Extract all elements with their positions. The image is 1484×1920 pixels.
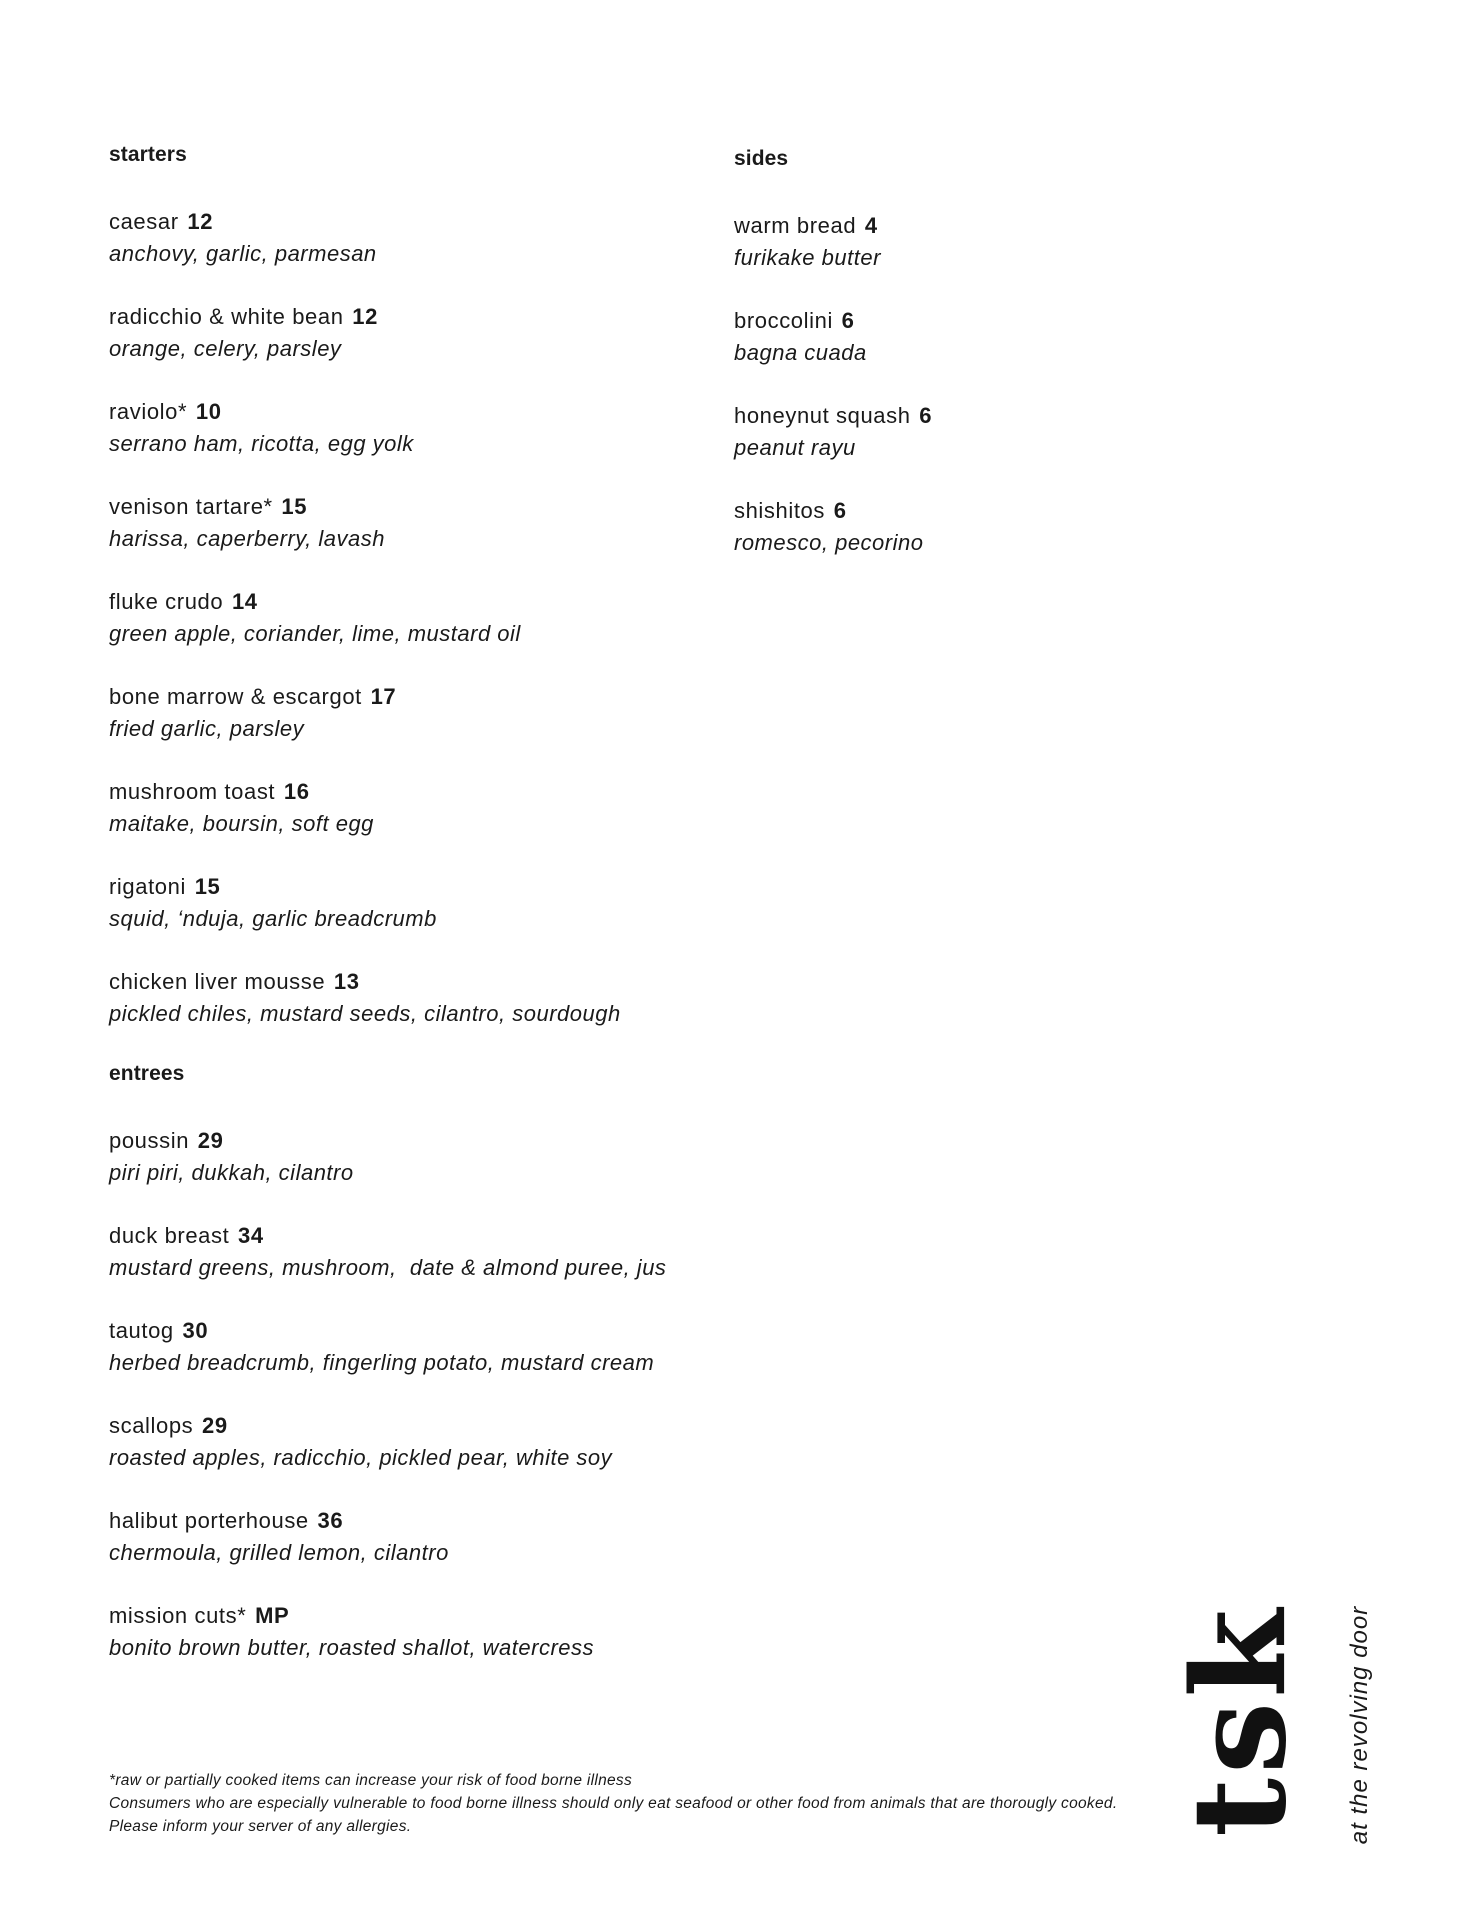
item-name: mushroom toast: [109, 779, 276, 804]
item-description: herbed breadcrumb, fingerling potato, mustard cream: [109, 1350, 655, 1375]
footnote: [109, 1769, 1169, 1838]
menu-item-mushroom-toast: [109, 776, 689, 840]
item-name: raviolo*: [109, 399, 188, 424]
item-price: 17: [370, 684, 397, 709]
item-price: 6: [833, 498, 847, 523]
footnote-allergy-notice: Consumers who are especially vulnerable to food borne illness should only eat seafood or other food from animals that are thorougly cooked. Please inform your server of any allergies.: [109, 1795, 1118, 1835]
starters-heading: starters: [109, 143, 187, 166]
item-price: 10: [195, 399, 222, 424]
item-description: anchovy, garlic, parmesan: [109, 241, 377, 266]
menu-item-bone-marrow: [109, 681, 689, 745]
item-name: broccolini: [734, 308, 833, 333]
item-price: 15: [281, 494, 308, 519]
logo-wordmark: tsk: [1165, 1605, 1315, 1837]
item-description: serrano ham, ricotta, egg yolk: [109, 431, 414, 456]
item-description: squid, ‘nduja, garlic breadcrumb: [109, 906, 437, 931]
entrees-heading: entrees: [109, 1062, 185, 1085]
sides-heading: sides: [734, 147, 789, 170]
item-description: mustard greens, mushroom, date & almond puree, jus: [109, 1255, 667, 1280]
menu-item-shishitos: [734, 495, 1214, 559]
menu-item-rigatoni: [109, 871, 689, 935]
item-description: chermoula, grilled lemon, cilantro: [109, 1540, 449, 1565]
item-name: tautog: [109, 1318, 174, 1343]
starters-list: [109, 206, 689, 1030]
item-price: 13: [333, 969, 360, 994]
item-price: 14: [231, 589, 258, 614]
logo: [1165, 1596, 1315, 1846]
menu-item-raviolo: [109, 396, 689, 460]
item-name: chicken liver mousse: [109, 969, 326, 994]
item-description: piri piri, dukkah, cilantro: [109, 1160, 354, 1185]
item-price: MP: [255, 1603, 290, 1628]
entrees-list: [109, 1125, 689, 1664]
item-price: 12: [187, 209, 214, 234]
item-name: bone marrow & escargot: [109, 684, 362, 709]
menu-item-tautog: [109, 1315, 689, 1379]
item-name: warm bread: [734, 213, 857, 238]
item-name: honeynut squash: [734, 403, 911, 428]
menu-item-fluke-crudo: [109, 586, 689, 650]
item-description: bonito brown butter, roasted shallot, watercress: [109, 1635, 595, 1660]
tagline-text: at the revolving door: [1346, 1605, 1373, 1845]
left-column: [109, 142, 689, 1695]
item-description: maitake, boursin, soft egg: [109, 811, 374, 836]
menu-item-warm-bread: [734, 210, 1214, 274]
item-description: fried garlic, parsley: [109, 716, 305, 741]
item-price: 6: [841, 308, 855, 333]
item-price: 16: [283, 779, 310, 804]
item-name: rigatoni: [109, 874, 186, 899]
item-price: 15: [194, 874, 221, 899]
menu-item-broccolini: [734, 305, 1214, 369]
item-description: pickled chiles, mustard seeds, cilantro, sourdough: [109, 1001, 621, 1026]
footnote-raw-warning: *raw or partially cooked items can increase your risk of food borne illness: [109, 1772, 633, 1789]
menu-item-halibut-porterhouse: [109, 1505, 689, 1569]
item-description: roasted apples, radicchio, pickled pear, white soy: [109, 1445, 613, 1470]
item-name: duck breast: [109, 1223, 230, 1248]
item-name: shishitos: [734, 498, 825, 523]
item-price: 29: [202, 1413, 228, 1438]
item-name: scallops: [109, 1413, 194, 1438]
menu-item-honeynut-squash: [734, 400, 1214, 464]
item-description: romesco, pecorino: [734, 530, 924, 555]
tagline: [1340, 1605, 1380, 1845]
menu-item-mission-cuts: [109, 1600, 689, 1664]
right-column: [734, 146, 1214, 590]
item-price: 12: [352, 304, 378, 329]
item-name: venison tartare*: [109, 494, 273, 519]
item-description: orange, celery, parsley: [109, 336, 342, 361]
menu-item-caesar: [109, 206, 689, 270]
item-price: 30: [182, 1318, 209, 1343]
item-name: halibut porterhouse: [109, 1508, 309, 1533]
item-price: 29: [197, 1128, 224, 1153]
item-description: peanut rayu: [734, 435, 856, 460]
menu-item-chicken-liver-mousse: [109, 966, 689, 1030]
item-description: bagna cuada: [734, 340, 867, 365]
menu-item-poussin: [109, 1125, 689, 1189]
item-name: caesar: [109, 209, 179, 234]
menu-item-venison-tartare: [109, 491, 689, 555]
item-description: harissa, caperberry, lavash: [109, 526, 385, 551]
item-description: green apple, coriander, lime, mustard oil: [109, 621, 521, 646]
item-price: 36: [317, 1508, 344, 1533]
item-price: 34: [238, 1223, 264, 1248]
menu-item-duck-breast: [109, 1220, 689, 1284]
item-name: poussin: [109, 1128, 190, 1153]
item-name: mission cuts*: [109, 1603, 247, 1628]
menu-item-scallops: [109, 1410, 689, 1474]
item-price: 6: [919, 403, 933, 428]
item-name: radicchio & white bean: [109, 304, 344, 329]
item-name: fluke crudo: [109, 589, 224, 614]
menu-item-radicchio: [109, 301, 689, 365]
item-price: 4: [864, 213, 878, 238]
sides-list: [734, 210, 1214, 559]
item-description: furikake butter: [734, 245, 881, 270]
